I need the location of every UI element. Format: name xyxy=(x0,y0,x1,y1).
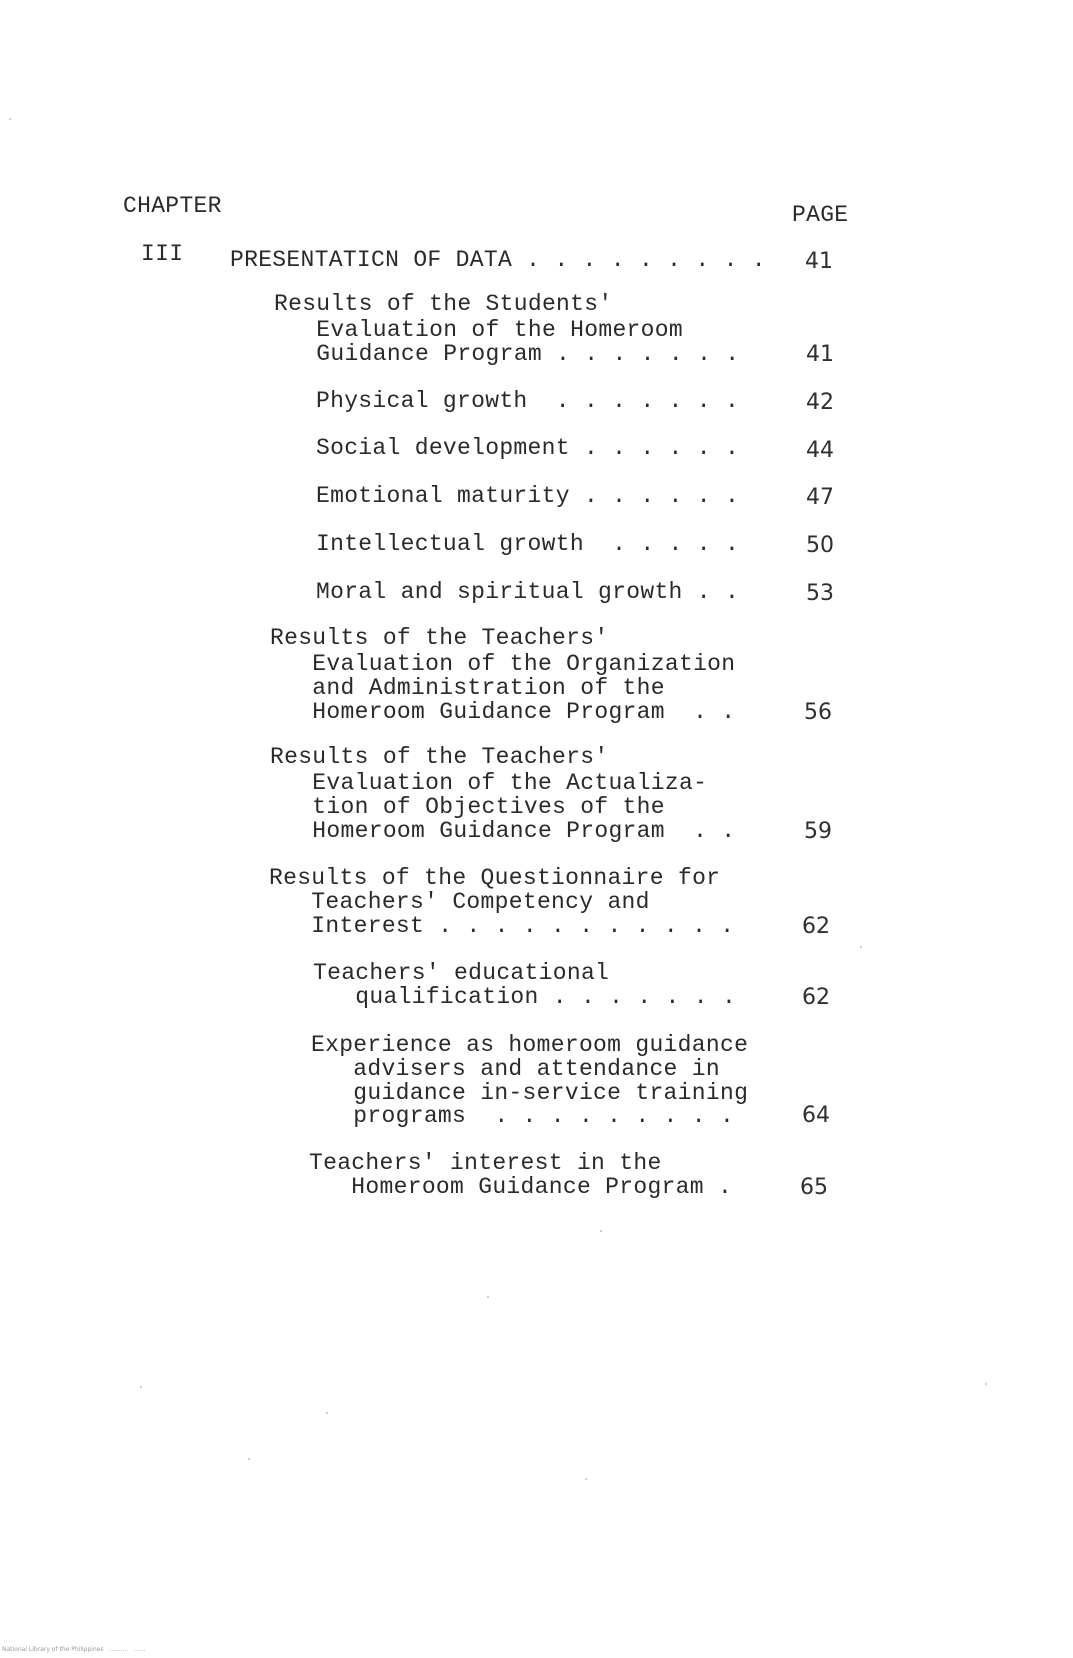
scan-footer-watermark: National Library of the Philippines .......... ...... xyxy=(2,1646,146,1653)
toc-entry-line: Results of the Teachers' xyxy=(270,744,609,770)
chapter-page-number: 41 xyxy=(805,249,833,274)
page-column-heading: PAGE xyxy=(792,202,849,228)
toc-entry-line: programs . . . . . . . . . xyxy=(311,1103,735,1129)
scan-speck xyxy=(140,1386,142,1388)
toc-entry-line: Interest . . . . . . . . . . . xyxy=(269,913,735,939)
toc-entry-page: 59 xyxy=(804,819,832,844)
toc-entry-line: Evaluation of the Homeroom xyxy=(274,317,683,343)
toc-entry-line: and Administration of the xyxy=(270,675,665,701)
toc-entry-page: 62 xyxy=(802,914,830,939)
toc-entry-page: 41 xyxy=(806,342,834,367)
toc-entry-page: 62 xyxy=(802,985,830,1010)
toc-entry-line: Homeroom Guidance Program . . xyxy=(270,699,736,725)
toc-entry-line: Physical growth . . . . . . . xyxy=(316,388,740,414)
toc-entry-line: tion of Objectives of the xyxy=(270,794,665,820)
scan-speck xyxy=(248,1458,250,1460)
toc-entry-page: 44 xyxy=(806,438,834,463)
toc-entry-line: Guidance Program . . . . . . . xyxy=(274,341,740,367)
scan-speck xyxy=(9,118,11,120)
chapter-number: III xyxy=(141,241,184,267)
chapter-column-heading: CHAPTER xyxy=(123,193,222,219)
toc-entry-line: guidance in-service training xyxy=(311,1080,749,1106)
toc-entry-line: Evaluation of the Actualiza- xyxy=(270,770,708,796)
toc-entry-page: 47 xyxy=(806,485,834,510)
chapter-title: PRESENTATICN OF DATA . . . . . . . . . xyxy=(230,247,766,273)
toc-entry-line: Homeroom Guidance Program . xyxy=(309,1174,733,1200)
scan-speck xyxy=(326,1412,328,1414)
toc-entry-line: Teachers' interest in the xyxy=(309,1150,662,1176)
toc-entry-line: advisers and attendance in xyxy=(311,1056,720,1082)
toc-entry-page: 42 xyxy=(806,390,834,415)
toc-entry-line: Social development . . . . . . xyxy=(316,435,740,461)
toc-entry-line: Evaluation of the Organization xyxy=(270,651,736,677)
scan-speck xyxy=(585,1478,587,1480)
toc-entry-line: qualification . . . . . . . xyxy=(313,984,737,1010)
scan-speck xyxy=(600,1230,602,1232)
toc-entry-line: Moral and spiritual growth . . xyxy=(316,579,740,605)
toc-entry-line: Results of the Teachers' xyxy=(270,625,609,651)
toc-entry-line: Emotional maturity . . . . . . xyxy=(316,483,740,509)
toc-entry-page: 56 xyxy=(804,700,832,725)
toc-entry-page: 64 xyxy=(802,1103,830,1128)
scan-speck xyxy=(860,946,862,948)
toc-entry-page: 53 xyxy=(806,581,834,606)
toc-entry-line: Experience as homeroom guidance xyxy=(311,1032,749,1058)
toc-entry-line: Results of the Students' xyxy=(274,291,613,317)
scan-speck xyxy=(985,1383,987,1385)
toc-entry-page: 50 xyxy=(806,533,834,558)
toc-entry-line: Results of the Questionnaire for xyxy=(269,865,721,891)
toc-entry-line: Teachers' educational xyxy=(313,960,610,986)
toc-entry-page: 65 xyxy=(800,1175,828,1200)
toc-entry-line: Homeroom Guidance Program . . xyxy=(270,818,736,844)
toc-entry-line: Teachers' Competency and xyxy=(269,889,650,915)
scan-speck xyxy=(487,1296,489,1298)
toc-entry-line: Intellectual growth . . . . . xyxy=(316,531,740,557)
